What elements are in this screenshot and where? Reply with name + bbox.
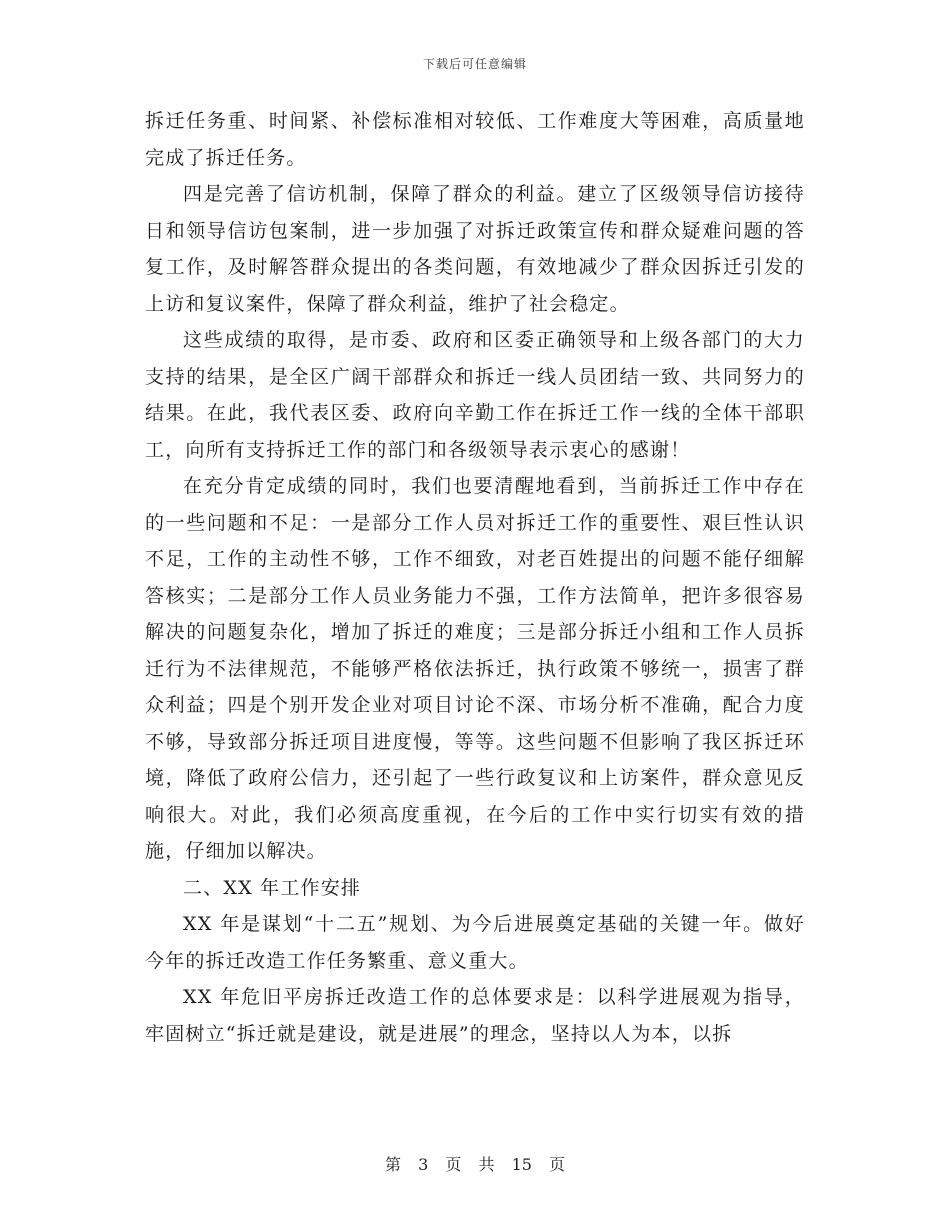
- paragraph-3: 这些成绩的取得，是市委、政府和区委正确领导和上级各部门的大力支持的结果，是全区广阔干部群众和拆迁一线人员团结一致、共同努力的结果。在此，我代表区委、政府向辛勤工作在拆迁工作一线的全体干部职工，向所有支持拆迁工作的部门和各级领导表示衷心的感谢！: [145, 329, 805, 461]
- paragraph-6: XX 年危旧平房拆迁改造工作的总体要求是：以科学进展观为指导，牢固树立“拆迁就是建设，就是进展”的理念，坚持以人为本，以拆: [145, 986, 805, 1045]
- footer-ye: 页: [445, 1155, 462, 1174]
- footer-di: 第: [384, 1155, 401, 1174]
- section-heading: 二、XX 年工作安排: [183, 876, 362, 899]
- paragraph-5: XX 年是谋划“十二五”规划、为今后进展奠定基础的关键一年。做好今年的拆迁改造工作任务繁重、意义重大。: [145, 913, 805, 972]
- footer-ye-2: 页: [549, 1155, 566, 1174]
- paragraph-2: 四是完善了信访机制，保障了群众的利益。建立了区级领导信访接待日和领导信访包案制，进一步加强了对拆迁政策宣传和群众疑难问题的答复工作，及时解答群众提出的各类问题，有效地减少了群众因拆迁引发的上访和复议案件，保障了群众利益，维护了社会稳定。: [145, 183, 805, 315]
- current-page-number: 3: [418, 1155, 429, 1174]
- paragraph-1: 拆迁任务重、时间紧、补偿标准相对较低、工作难度大等困难，高质量地完成了拆迁任务。: [145, 110, 805, 169]
- footer-gong: 共: [478, 1155, 495, 1174]
- body-text: [145, 103, 805, 1052]
- paragraph-4: 在充分肯定成绩的同时，我们也要清醒地看到，当前拆迁工作中存在的一些问题和不足：一是部分工作人员对拆迁工作的重要性、艰巨性认识不足，工作的主动性不够，工作不细致，对老百姓提出的问题不能仔细解答核实；二是部分工作人员业务能力不强，工作方法简单，把许多很容易解决的问题复杂化，增加了拆迁的难度；三是部分拆迁小组和工作人员拆迁行为不法律规范，不能够严格依法拆迁，执行政策不够统一，损害了群众利益；四是个别开发企业对项目讨论不深、市场分析不准确，配合力度不够，导致部分拆迁项目进度慢，等等。这些问题不但影响了我区拆迁环境，降低了政府公信力，还引起了一些行政复议和上访案件，群众意见反响很大。对此，我们必须高度重视，在今后的工作中实行切实有效的措施，仔细加以解决。: [145, 475, 805, 862]
- page-number-footer: [0, 1152, 950, 1175]
- header-note: 下载后可任意编辑: [422, 57, 527, 71]
- total-page-count: 15: [511, 1155, 532, 1174]
